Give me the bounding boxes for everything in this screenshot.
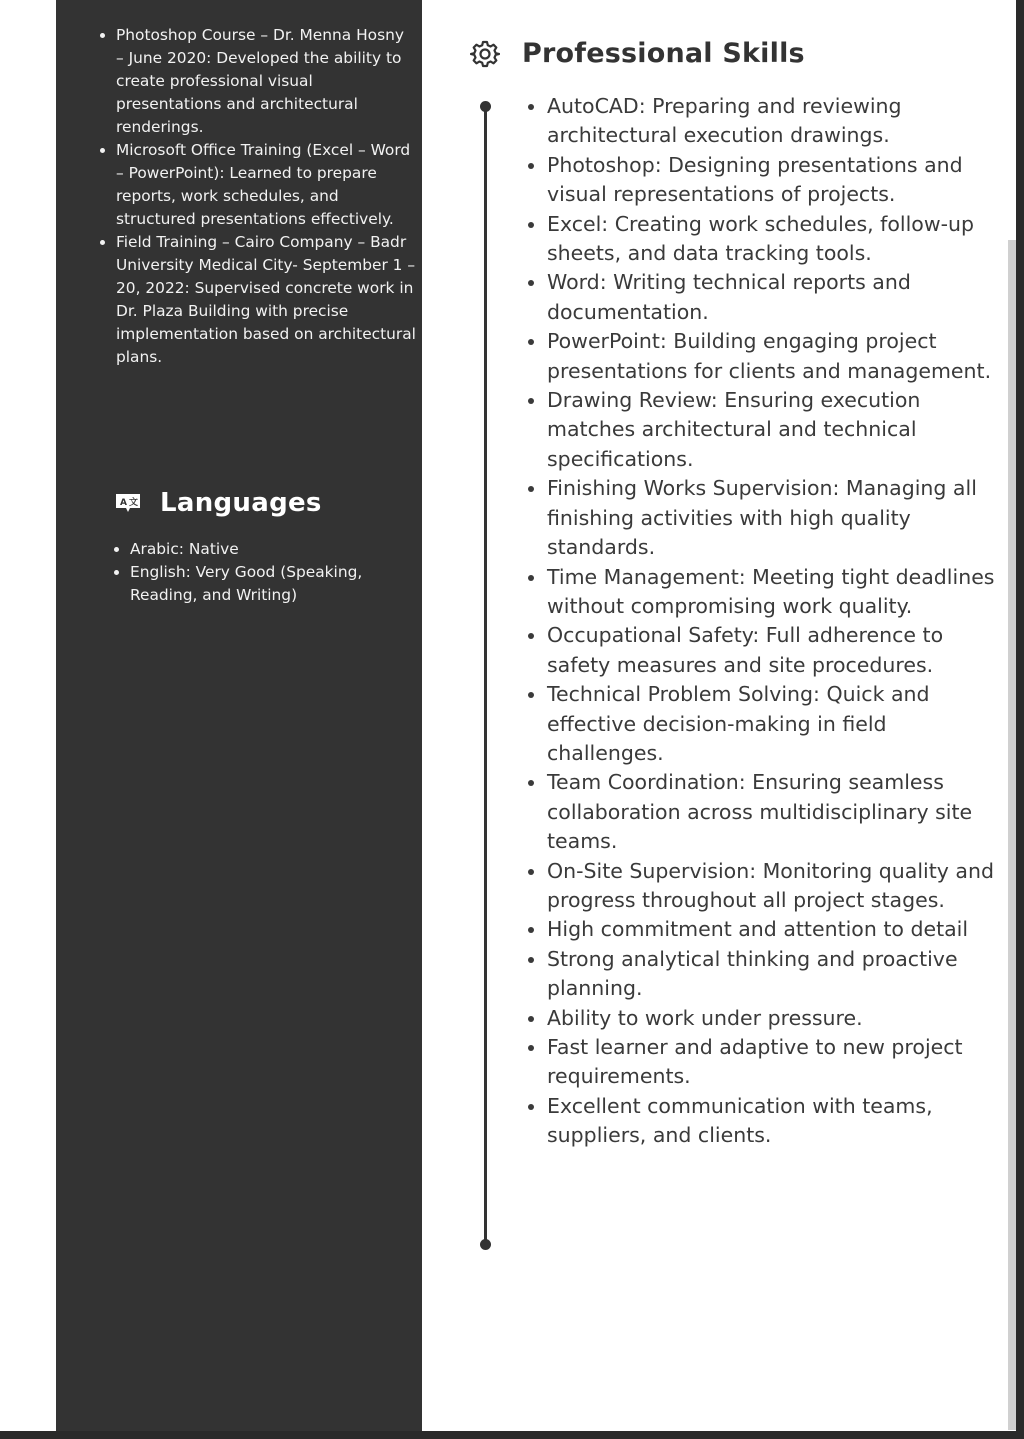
svg-text:A: A [120,498,127,508]
training-item: • Microsoft Office Training (Excel – Word – PowerPoint): Learned to prepare reports, work schedules, and structured presentations effectively. [116,139,416,231]
viewer-edge-right [1016,0,1024,1439]
skill-item: • On-Site Supervision: Monitoring quality and progress throughout all project stages. [547,857,1007,916]
sidebar [56,0,422,1439]
languages-list [110,538,420,607]
training-list [96,24,416,369]
languages-title: Languages [160,488,322,518]
main-content [422,0,1010,1439]
skill-item: • Excel: Creating work schedules, follow-up sheets, and data tracking tools. [547,210,1007,269]
page-shadow [1008,240,1016,1430]
training-item: • Photoshop Course – Dr. Menna Hosny – June 2020: Developed the ability to create professional visual presentations and architectural renderings. [116,24,416,139]
training-item: • Field Training – Cairo Company – Badr University Medical City- September 1 – 20, 2022: Supervised concrete work in Dr. Plaza Building with precise implementation based on architectural plans. [116,231,416,369]
skill-item: • Excellent communication with teams, suppliers, and clients. [547,1092,1007,1151]
skill-item: • AutoCAD: Preparing and reviewing architectural execution drawings. [547,92,1007,151]
translate-icon [114,492,142,514]
skill-item: • PowerPoint: Building engaging project presentations for clients and management. [547,327,1007,386]
skill-item: • Time Management: Meeting tight deadlines without compromising work quality. [547,563,1007,622]
skills-list [522,92,1007,1151]
skill-item: • Team Coordination: Ensuring seamless collaboration across multidisciplinary site teams. [547,768,1007,856]
timeline-dot-top [480,101,491,112]
skill-item: • Ability to work under pressure. [547,1004,1007,1033]
skill-item: • Drawing Review: Ensuring execution matches architectural and technical specifications. [547,386,1007,474]
timeline-line [484,106,487,1246]
svg-text:文: 文 [129,498,139,508]
skill-item: • Photoshop: Designing presentations and visual representations of projects. [547,151,1007,210]
skill-item: • Technical Problem Solving: Quick and effective decision-making in field challenges. [547,680,1007,768]
skill-item: • Occupational Safety: Full adherence to safety measures and site procedures. [547,621,1007,680]
skill-item: • Word: Writing technical reports and documentation. [547,268,1007,327]
skills-title: Professional Skills [522,38,805,69]
language-item: • English: Very Good (Speaking, Reading, and Writing) [130,561,420,607]
languages-heading [114,488,322,518]
skill-item: • Finishing Works Supervision: Managing all finishing activities with high quality standards. [547,474,1007,562]
skills-heading [470,38,805,69]
language-item: • Arabic: Native [130,538,420,561]
gear-icon [470,39,500,69]
skill-item: • Strong analytical thinking and proactive planning. [547,945,1007,1004]
timeline-dot-bottom [480,1239,491,1250]
viewer-edge-bottom [0,1431,1024,1439]
skill-item: • High commitment and attention to detail [547,915,1007,944]
left-margin [0,0,56,1439]
skill-item: • Fast learner and adaptive to new project requirements. [547,1033,1007,1092]
